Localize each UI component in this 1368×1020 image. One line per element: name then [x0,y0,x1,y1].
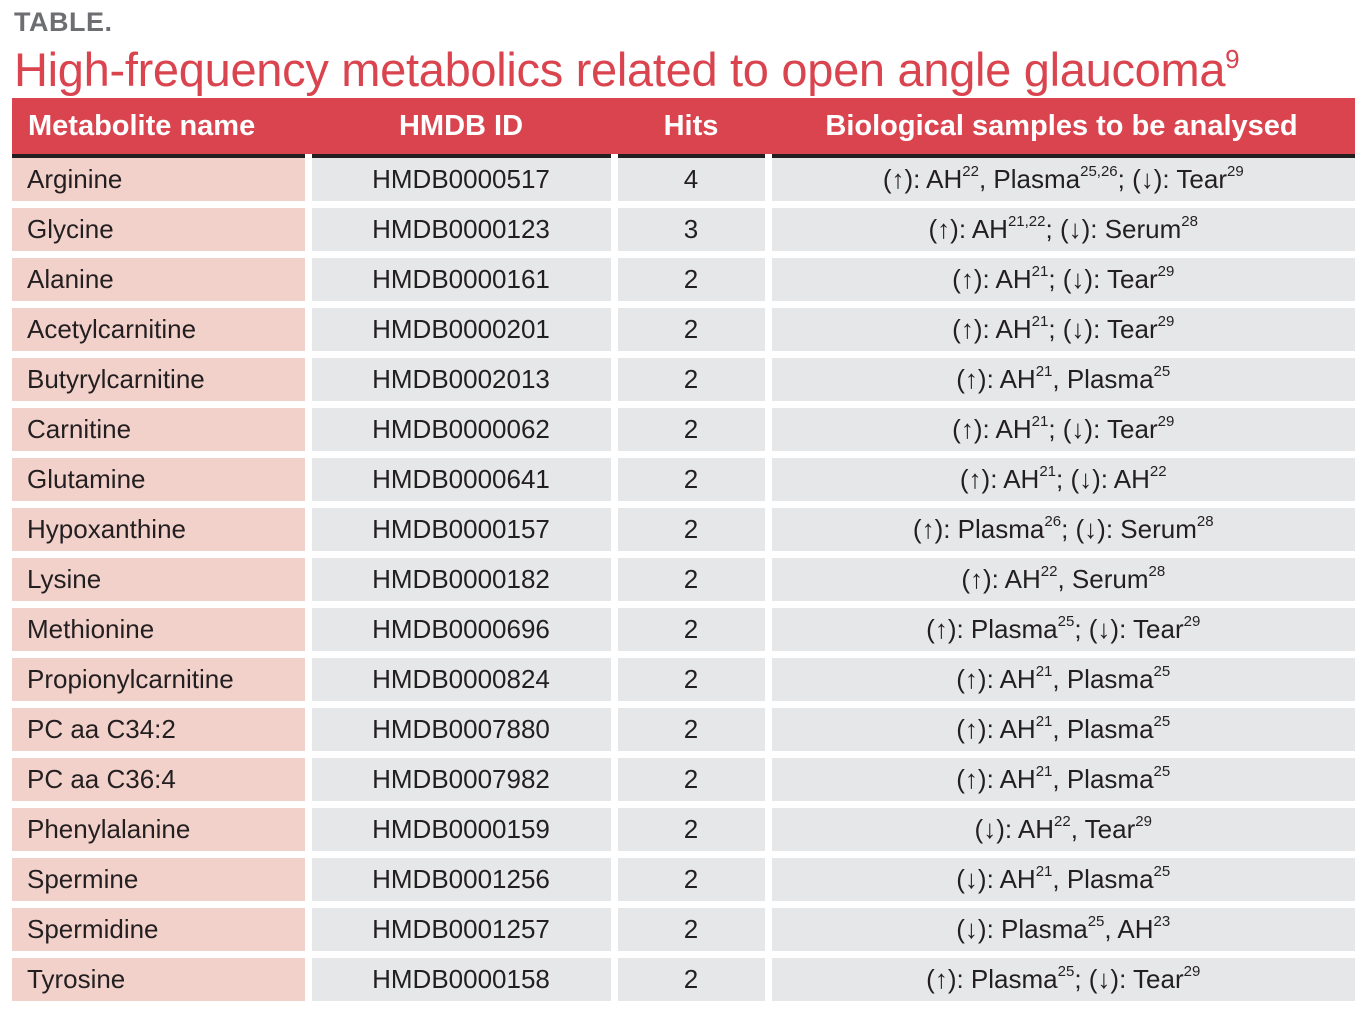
table-row [12,355,1355,405]
column-header-hits: Hits [614,98,768,156]
table-row [12,855,1355,905]
header-row [12,98,1355,156]
hits-cell: 2 [614,805,768,855]
hmdb-id-cell: HMDB0000161 [308,255,614,305]
metabolite-name-cell: Glutamine [12,455,308,505]
samples-cell: (↑): AH$^{22}$, Plasma$^{25,26}$; (↓): Tear$^{29}$ [768,156,1355,205]
hmdb-id-cell: HMDB0002013 [308,355,614,405]
hits-cell: 2 [614,305,768,355]
title-reference: 9 [1225,44,1240,74]
table-row [12,255,1355,305]
samples-cell: (↑): AH$^{21}$; (↓): Tear$^{29}$ [768,305,1355,355]
hits-cell: 2 [614,905,768,955]
hmdb-id-cell: HMDB0007982 [308,755,614,805]
hmdb-id-cell: HMDB0000824 [308,655,614,705]
table-row [12,705,1355,755]
samples-cell: (↑): AH$^{21}$, Plasma$^{25}$ [768,355,1355,405]
column-header-biological-samples: Biological samples to be analysed [768,98,1355,156]
samples-cell: (↓): AH$^{22}$, Tear$^{29}$ [768,805,1355,855]
table-row [12,455,1355,505]
hits-cell: 2 [614,455,768,505]
hmdb-id-cell: HMDB0000182 [308,555,614,605]
samples-cell: (↑): Plasma$^{25}$; (↓): Tear$^{29}$ [768,955,1355,1005]
metabolite-name-cell: Phenylalanine [12,805,308,855]
samples-cell: (↑): Plasma$^{26}$; (↓): Serum$^{28}$ [768,505,1355,555]
hmdb-id-cell: HMDB0001257 [308,905,614,955]
hmdb-id-cell: HMDB0001256 [308,855,614,905]
table-header [12,98,1355,156]
hmdb-id-cell: HMDB0000517 [308,156,614,205]
metabolite-name-cell: PC aa C34:2 [12,705,308,755]
table-row [12,505,1355,555]
table-row [12,755,1355,805]
metabolite-name-cell: Lysine [12,555,308,605]
hits-cell: 2 [614,655,768,705]
hmdb-id-cell: HMDB0000696 [308,605,614,655]
metabolites-table [12,98,1355,1008]
hmdb-id-cell: HMDB0000641 [308,455,614,505]
hmdb-id-cell: HMDB0007880 [308,705,614,755]
title-text: High-frequency metabolics related to open angle glaucoma [14,43,1226,96]
samples-cell: (↑): AH$^{21}$, Plasma$^{25}$ [768,755,1355,805]
metabolite-name-cell: Spermine [12,855,308,905]
metabolite-name-cell: Acetylcarnitine [12,305,308,355]
hits-cell: 3 [614,205,768,255]
table-row [12,405,1355,455]
hits-cell: 4 [614,156,768,205]
samples-cell: (↑): AH$^{21}$; (↓): Tear$^{29}$ [768,255,1355,305]
hits-cell: 2 [614,505,768,555]
metabolite-name-cell: Alanine [12,255,308,305]
hmdb-id-cell: HMDB0000158 [308,955,614,1005]
hits-cell: 2 [614,955,768,1005]
hits-cell: 2 [614,405,768,455]
metabolite-name-cell: Arginine [12,156,308,205]
hits-cell: 2 [614,855,768,905]
table-row [12,555,1355,605]
hits-cell: 2 [614,555,768,605]
samples-cell: (↑): AH$^{21}$; (↓): Tear$^{29}$ [768,405,1355,455]
samples-cell: (↓): AH$^{21}$, Plasma$^{25}$ [768,855,1355,905]
samples-cell: (↓): Plasma$^{25}$, AH$^{23}$ [768,905,1355,955]
metabolite-name-cell: Butyrylcarnitine [12,355,308,405]
hits-cell: 2 [614,255,768,305]
metabolite-name-cell: Tyrosine [12,955,308,1005]
metabolite-name-cell: Carnitine [12,405,308,455]
hits-cell: 2 [614,605,768,655]
table-title [14,42,1239,97]
samples-cell: (↑): AH$^{21}$, Plasma$^{25}$ [768,655,1355,705]
column-header-hmdb-id: HMDB ID [308,98,614,156]
metabolite-name-cell: Glycine [12,205,308,255]
table-row [12,655,1355,705]
metabolite-name-cell: Propionylcarnitine [12,655,308,705]
hmdb-id-cell: HMDB0000062 [308,405,614,455]
table-row [12,205,1355,255]
table-row [12,305,1355,355]
table-body [12,156,1355,1005]
hits-cell: 2 [614,705,768,755]
metabolite-name-cell: Hypoxanthine [12,505,308,555]
hmdb-id-cell: HMDB0000159 [308,805,614,855]
metabolite-name-cell: Spermidine [12,905,308,955]
hmdb-id-cell: HMDB0000201 [308,305,614,355]
table-row [12,156,1355,205]
samples-cell: (↑): AH$^{22}$, Serum$^{28}$ [768,555,1355,605]
samples-cell: (↑): Plasma$^{25}$; (↓): Tear$^{29}$ [768,605,1355,655]
table-row [12,905,1355,955]
hmdb-id-cell: HMDB0000157 [308,505,614,555]
samples-cell: (↑): AH$^{21}$, Plasma$^{25}$ [768,705,1355,755]
column-header-metabolite-name: Metabolite name [12,98,308,156]
samples-cell: (↑): AH$^{21,22}$; (↓): Serum$^{28}$ [768,205,1355,255]
hits-cell: 2 [614,355,768,405]
metabolite-name-cell: Methionine [12,605,308,655]
table-row [12,605,1355,655]
table-row [12,805,1355,855]
table-label: TABLE. [14,7,113,37]
hits-cell: 2 [614,755,768,805]
samples-cell: (↑): AH$^{21}$; (↓): AH$^{22}$ [768,455,1355,505]
hmdb-id-cell: HMDB0000123 [308,205,614,255]
metabolite-name-cell: PC aa C36:4 [12,755,308,805]
table-row [12,955,1355,1005]
